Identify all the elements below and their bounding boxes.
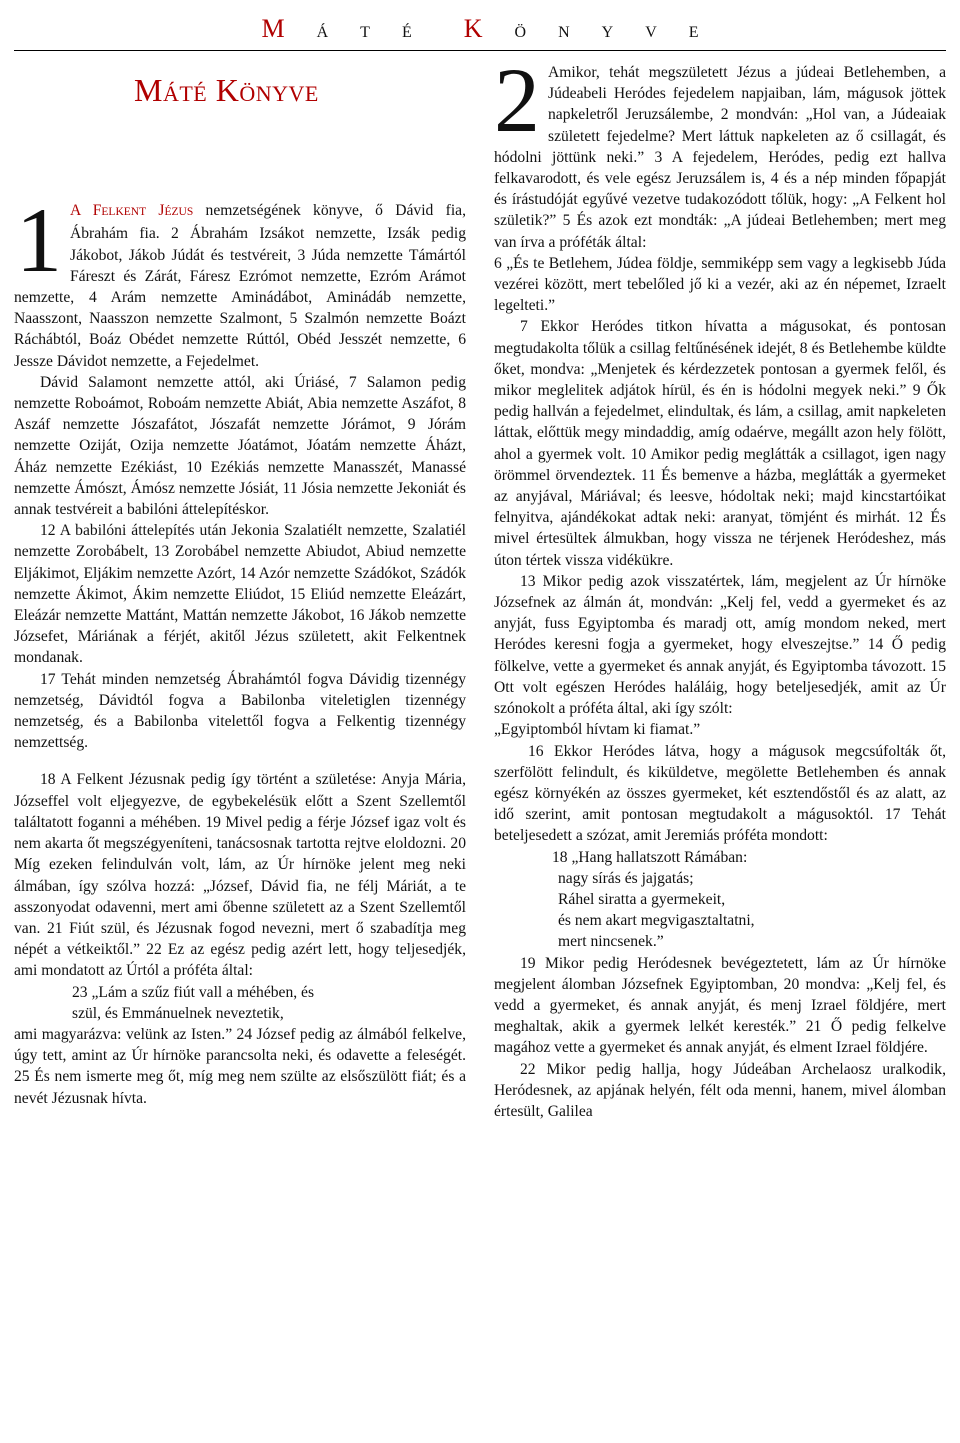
chapter-number: 2 <box>494 49 540 151</box>
poem-line: Ráhel siratta a gyermekeit, <box>558 890 726 908</box>
verse-paragraph: 7 Ekkor Heródes titkon hívatta a mágusokat, és pontosan megtudakolta tőlük a csillag feltűnésének idejét, 8 és Betlehembe küldte őket, mondva: „Menjetek és kérdezzetek pontosan a gyermek felől, és mikor meglelitek adjátok hírül, és én is hódolni megyek neki.” 9 Ők pedig hallván a fejedelmet, elindultak, és lám, a csillag, amit napkeleten láttak, előttük megy mindaddig, amíg odaérve, megállt azon hely fölött, ahol a gyermek volt. 10 Amikor pedig meglátták a csillagot, igen nagy örömmel örvendeztek. 11 És bemenve a házba, meglátták a gyermeket az anyjával, Máriával; és leesve, hódoltak neki; majd kincstartóikat felnyitva, ajándékokat adtak neki: aranyat, tömjént és mirhát. 12 És mivel értesültek álmukban, hogy vissza ne térjenek Heródeshez, más úton tértek vissza vidékükre. <box>494 318 946 569</box>
verse-paragraph: 12 A babilóni áttelepítés után Jekonia Szalatiélt nemzette, Szalatiél nemzette Zorobábelt, 13 Zorobábel nemzette Abiudot, Abiud nemzette Eljákimot, Eljákim nemzette Azórt, 14 Azór nemzette Szádókot, Szádók nemzette Ákimot, Ákim nemzette Eliúdot, 15 Eliúd nemzette Eleázárt, Eleázár nemzette Mattánt, Mattán nemzette Jákobot, 16 Jákob nemzette Józsefet, Máriának a férjét, akitől Jézus született, akit Felkentnek mondanak. <box>14 522 466 667</box>
running-header-letter: É <box>401 24 412 41</box>
running-header-letter: M <box>261 14 285 43</box>
running-header-letter: Á <box>316 24 329 41</box>
book-title <box>134 72 466 108</box>
running-header-letter: Y <box>601 24 614 41</box>
running-header-letter: N <box>558 24 570 41</box>
poem <box>552 847 946 953</box>
verse-paragraph: 17 Tehát minden nemzetség Ábrahámtól fogva Dávidig tizennégy nemzetség, Dávidtól fogva a Babilonba viteletiglen tizennégy nemzetség, és a Babilonba vitelettől fogva a Felkentig tizennégy nemzettség. <box>14 670 466 752</box>
poem-line: szül, és Emmánuelnek neveztetik, <box>72 1004 284 1022</box>
right-column <box>494 49 946 1122</box>
verse-paragraph: 13 Mikor pedig azok visszatértek, lám, megjelent az Úr hírnöke Józsefnek az álmán át, mondván: „Kelj fel, vedd a gyermeket és az anyját, fuss Egyiptomba és maradj ott, amíg mondom neked, mert Heródes keresni fogja a gyermeket, hogy elveszejtse.” 14 Ő pedig fölkelve, vette a gyermeket és annak anyját, és Egyiptomba távozott. 15 Ott volt egészen Heródes haláláig, hogy beteljesedjék, amit az Úr szónokolt a próféta által, aki így szólt: <box>494 572 946 718</box>
verse-paragraph: 22 Mikor pedig hallja, hogy Júdeában Archelaosz uralkodik, Heródesnek, az apjának helyén, félt oda menni, hanem, mivel álomban értesült, Galilea <box>494 1060 946 1120</box>
poem <box>72 982 466 1024</box>
verse-quote: „Egyiptomból hívtam ki fiamat.” <box>494 721 701 739</box>
running-header <box>0 14 960 44</box>
verse-paragraph: Amikor, tehát megszületett Jézus a júdeai Betlehemben, a Júdeabeli Heródes fejedelem napjaiban, lám, mágusok jöttek napkeletről Jeruzsálembe, 2 mondván: „Hol van, a Júdeaiak született fejedelme? Mert láttuk napkeleten az ő csillagát, és hódolni jöttünk neki.” 3 A fejedelem, Heródes, pedig ezt hallva felkavarodott, és vele egész Jeruzsálem is, 4 és a nép minden főpapját és írástudóját egyűvé vezetve tudakozódott tőlük, hogy: „A Felkent hol születik?” 5 És azok ezt mondták: „A júdeai Betlehemben; mert meg van írva a próféták által: <box>494 64 946 251</box>
verse-paragraph: 16 Ekkor Heródes látva, hogy a mágusok megcsúfolták őt, szerfölött felindult, és kiküldetve, megölette Betlehemben és annak egész környékén az összes gyermeket, két esztendőstől és az alatt, az idő szerint, amit pontosan megtudakolt a mágusoktól. 17 Tehát beteljesedett a szózat, amit Jeremiás próféta mondott: <box>494 742 946 845</box>
poem-line: 18 „Hang hallatszott Rámában: <box>552 848 748 866</box>
verse-paragraph <box>14 189 466 372</box>
verse-paragraph: 6 „És te Betlehem, Júdea földje, semmiképp sem vagy a legkisebb Júda vezérei között, mert tebelőled jő ki a vezér, aki az én népemet, Izraelt legelteti.” <box>494 254 946 315</box>
running-header-letter: V <box>645 24 657 41</box>
verse-paragraph: 18 A Felkent Jézusnak pedig így történt a születése: Anyja Mária, Józseffel volt eljegyezve, de egybekelésük előtt a Szent Szellemtől találtatott foganni a méhében. 19 Mivel pedig a férje József igaz volt és nem akarta őt megszégyeníteni, tanácsosnak tartotta rejtve eloldozni. 20 Míg ezeken felindulván volt, lám, az Úr hírnöke jelent meg neki álmában, így szólva hozzá: „József, Dávid fia, ne félj Máriát, a te asszonyodat odavenni, mert ami őbenne született az a Szent Szellemtől van. 21 Fiút szül, és Jézusnak fogod nevezni, mert ő szabadítja meg népét a vétkeiktől.” 22 Ez az egész pedig azért lett, hogy teljesedjék, ami mondatott az Úrtól a próféta által: <box>14 771 466 980</box>
book-title-rest: ÁTÉ <box>162 81 208 106</box>
poem-line: mert nincsenek.” <box>558 933 664 951</box>
book-title-rest: ÖNYVE <box>239 81 319 106</box>
left-column <box>14 62 466 1109</box>
felkent-label: A FELKENT JÉZUS <box>70 202 194 220</box>
chapter-number: 1 <box>16 189 62 292</box>
header-rule <box>14 50 946 51</box>
verse-paragraph: Dávid Salamont nemzette attól, aki Úriásé, 7 Salamon pedig nemzette Roboámot, Roboám nemzette Abiát, Abia nemzette Aszáfot, 8 Aszáf nemzette Jószafátot, Jószafát nemzette Jórámot, 9 Jórám nemzette Oziját, Ozija nemzette Jóatámot, Jóatám nemzette Áházt, Áház nemzette Ezékiást, 10 Ezékiás nemzette Manasszét, Manassé nemzette Ámószt, Ámósz nemzette Jósiát, 11 Jósia nemzette Jekoniát és annak testvéreit a babilóni áttelepítéskor. <box>14 373 466 519</box>
poem-line: 23 „Lám a szűz fiút vall a méhében, és <box>72 983 315 1001</box>
book-title-initial: M <box>134 72 163 108</box>
verse-text: nemzetségének könyve, ő Dávid fia, Ábrahám fia. 2 Ábrahám Izsákot nemzette, Izsák pedig Jákobot, Jákob Júdát és testvéreit, 3 Júda nemzette Támártól Fáreszt és Zárát, Fáresz Ezrómot nemzette, Ezróm Arámot nemzette, 4 Arám nemzette Aminádábot, Aminádáb nemzette, Naasszont, Naasszon nemzette Szalmont, 5 Szalmón nemzette Boázt Ráchábtól, Boáz Obédet nemzette Rúttól, Obéd Jesszét nemzette, 6 Jessze Dávidot nemzette, a Fejedelmet. <box>14 202 466 370</box>
running-header-letter: K <box>463 14 483 43</box>
spacer <box>14 753 466 769</box>
book-title-initial: K <box>215 72 240 108</box>
running-header-letter: E <box>688 24 699 41</box>
running-header-letter: T <box>360 24 370 41</box>
poem-line: nagy sírás és jajgatás; <box>558 869 694 887</box>
running-header-letter: Ö <box>514 24 527 41</box>
verse-paragraph: 19 Mikor pedig Heródesnek bevégeztetett, lám az Úr hírnöke megjelent álomban Józsefnek Egyiptomban, 20 mondva: „Kelj fel, és vedd a gyermeket, és annak anyját, és menj Izrael földjére, mert meghaltak, akik a gyermek lelkét keresték.” 21 Ő pedig felkelve magához vette a gyermeket és annak anyját, és elment Izrael földjére. <box>494 954 946 1057</box>
verse-paragraph: ami magyarázva: velünk az Isten.” 24 József pedig az álmából felkelve, úgy tett, amint az Úr hírnöke parancsolta neki, és odavette a feleségét. 25 És nem ismerte meg őt, míg meg nem szülte az elsőszülött fiát; és a nevét Jézusnak hívta. <box>14 1025 466 1107</box>
poem-line: és nem akart megvigasztaltatni, <box>558 912 755 930</box>
